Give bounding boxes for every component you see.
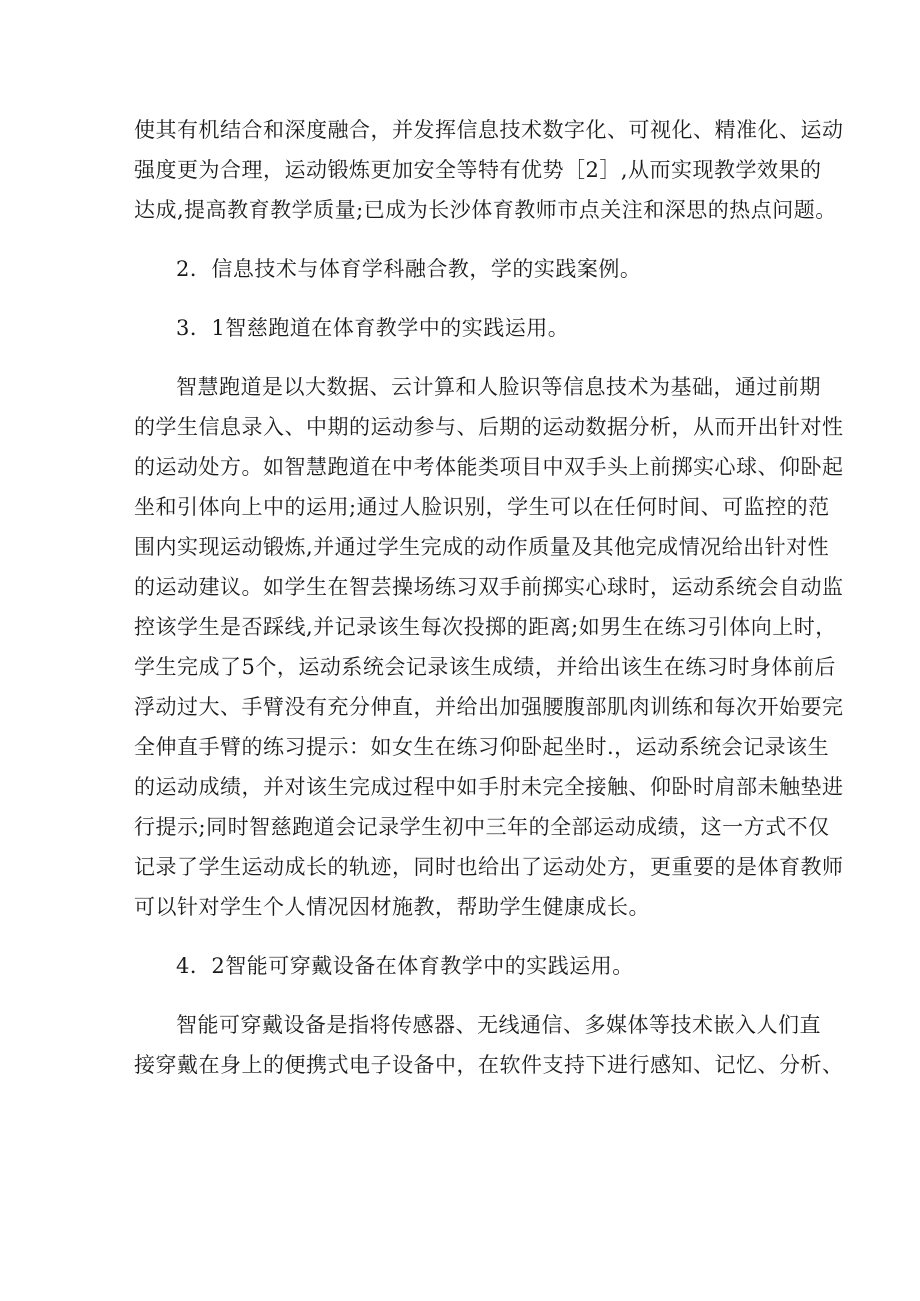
paragraph-3-line-1: 智能可穿戴设备是指将传感器、无线通信、多媒体等技术嵌入人们直 (176, 1013, 821, 1037)
spacer (134, 348, 794, 367)
section-heading-3-1: 3．1智慈跑道在体育教学中的实践运用。 (176, 316, 570, 340)
paragraph-2-line-12: 行提示;同时智慈跑道会记录学生初中三年的全部运动成绩，这一方式不仅 (134, 815, 830, 839)
paragraph-2-line-8: 学生完成了5个，运动系统会记录该生成绩，并给出该生在练习时身体前后 (134, 655, 836, 679)
paragraph-2-line-13: 记录了学生运动成长的轨迹，同时也给出了运动处方，更重要的是体育教师 (134, 855, 844, 879)
paragraph-2-line-2: 的学生信息录入、中期的运动参与、后期的运动数据分析，从而开出针对性 (134, 415, 844, 439)
paragraph-2-line-6: 的运动建议。如学生在智芸操场练习双手前掷实心球时，运动系统会自动监 (134, 575, 844, 599)
spacer (134, 289, 794, 308)
paragraph-2-line-4: 坐和引体向上中的运用;通过人脸识别，学生可以在任何时间、可监控的范 (134, 495, 830, 519)
spacer (134, 230, 794, 249)
paragraph-2-line-7: 控该学生是否踩线,并记录该生每次投掷的距离;如男生在练习引体向上时， (134, 615, 837, 639)
paragraph-3-line-2: 接穿戴在身上的便携式电子设备中，在软件支持下进行感知、记忆、分析、 (134, 1053, 844, 1077)
spacer (134, 927, 794, 946)
paragraph-2-line-3: 的运动处方。如智慧跑道在中考体能类项目中双手头上前掷实心球、仰卧起 (134, 455, 844, 479)
paragraph-1-line-2: 强度更为合理，运动锻炼更加安全等特有优势［2］,从而实现教学效果的 (134, 158, 822, 182)
paragraph-1-line-3: 达成,提高教育教学质量;已成为长沙体育教师市点关注和深思的热点问题。 (134, 198, 837, 222)
paragraph-2-line-10: 全伸直手臂的练习提示：如女生在练习仰卧起坐时.，运动系统会记录该生 (134, 735, 830, 759)
document-body (134, 110, 844, 1085)
paragraph-2-line-5: 围内实现运动锻炼,并通过学生完成的动作质量及其他完成情况给出针对性 (134, 535, 830, 559)
paragraph-2-line-9: 浮动过大、手臂没有充分伸直，并给出加强腰腹部肌肉训练和每次开始要完 (134, 695, 844, 719)
paragraph-2-line-1: 智慧跑道是以大数据、云计算和人脸识等信息技术为基础，通过前期 (176, 375, 821, 399)
paragraph-2-line-11: 的运动成绩，并对该生完成过程中如手肘未完全接触、仰卧时肩部未触垫进 (134, 775, 844, 799)
spacer (134, 986, 794, 1005)
paragraph-2-line-14: 可以针对学生个人情况因材施教，帮助学生健康成长。 (134, 895, 650, 919)
section-heading-2: 2．信息技术与体育学科融合教，学的实践案例。 (176, 257, 642, 281)
paragraph-1-line-1: 使其有机结合和深度融合，并发挥信息技术数字化、可视化、精准化、运动 (134, 118, 844, 142)
section-heading-4-2: 4．2智能可穿戴设备在体育教学中的实践运用。 (176, 954, 634, 978)
